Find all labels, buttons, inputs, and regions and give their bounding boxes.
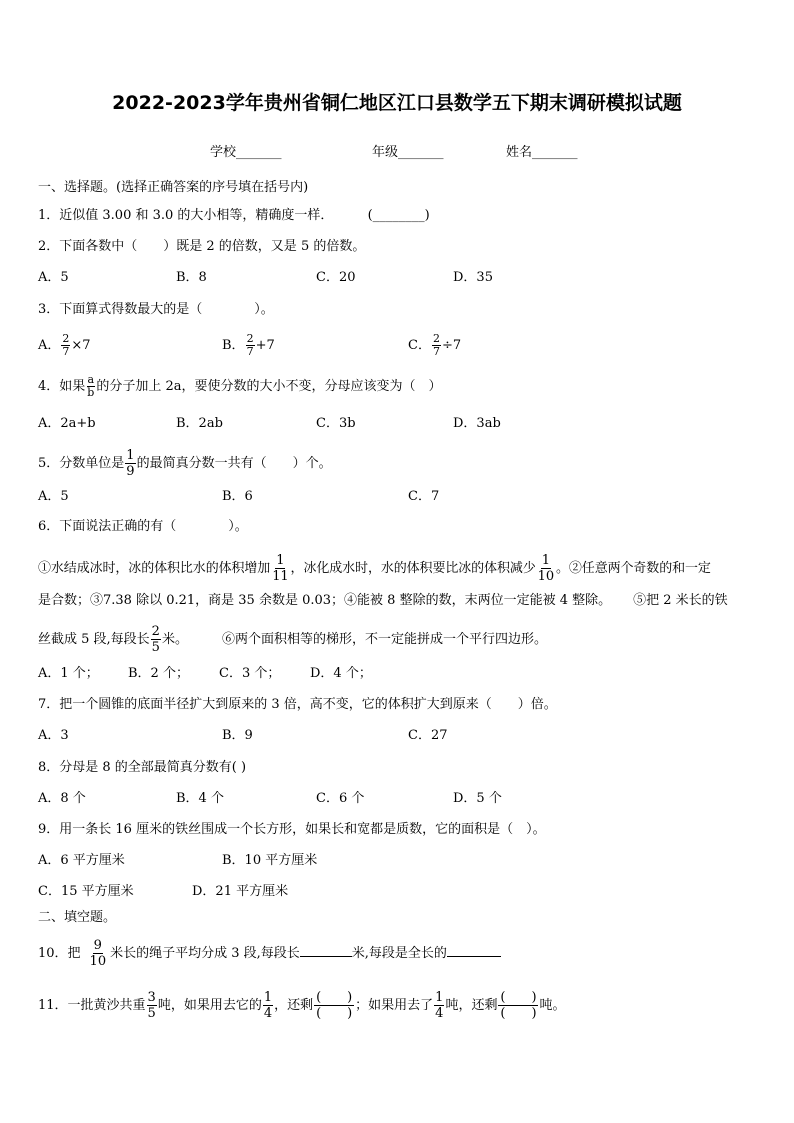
fraction — [61, 333, 70, 358]
fraction — [271, 553, 289, 584]
option — [222, 333, 275, 358]
numerator-blank[interactable]: ( ) — [316, 990, 353, 1005]
numerator: a — [87, 373, 95, 386]
option: C．20 — [316, 270, 356, 285]
answer-blank[interactable] — [447, 956, 501, 957]
question-2: 2．下面各数中（ ）既是 2 的倍数，又是 5 的倍数。 — [38, 239, 366, 254]
numerator: 2 — [62, 332, 70, 345]
question-10-pre: 10．把 — [38, 946, 81, 961]
fraction — [147, 990, 157, 1021]
answer-fraction[interactable] — [498, 990, 538, 1021]
page-title: 2022-2023学年贵州省铜仁地区江口县数学五下期末调研模拟试题 — [112, 92, 682, 114]
denominator: 11 — [272, 569, 289, 584]
numerator: 1 — [541, 553, 550, 568]
option-label: B． — [222, 338, 245, 353]
section-1-heading: 一、选择题。(选择正确答案的序号填在括号内) — [38, 180, 309, 195]
statement-2: 。②任意两个奇数的和一定 — [556, 561, 711, 576]
option: B．10 平方厘米 — [222, 853, 318, 868]
question-1-answer: (________) — [367, 208, 430, 223]
option — [38, 333, 91, 358]
numerator: 1 — [263, 990, 273, 1005]
numerator: 3 — [147, 990, 156, 1005]
fraction — [434, 990, 444, 1021]
question-6-line-1 — [38, 553, 711, 584]
numerator: 2 — [246, 332, 254, 345]
question-9: 9．用一条长 16 厘米的铁丝围成一个长方形，如果长和宽都是质数，它的面积是（ ）。 — [38, 822, 546, 837]
option: D．21 平方厘米 — [192, 884, 289, 899]
question-10 — [38, 938, 501, 969]
question-5-pre: 5．分数单位是 — [38, 456, 125, 471]
question-8: 8．分母是 8 的全部最简真分数有( ) — [38, 760, 247, 775]
option-label: A． — [38, 338, 61, 353]
option: D．5 个 — [453, 791, 502, 806]
fraction — [151, 624, 161, 655]
question-4-post: 的分子加上 2a，要使分数的大小不变，分母应该变为（ ） — [96, 379, 442, 394]
denominator: 5 — [147, 1006, 156, 1021]
denominator: 9 — [126, 464, 135, 479]
question-11-t5: 吨。 — [539, 998, 566, 1013]
option: C．27 — [408, 728, 448, 743]
option — [408, 333, 461, 358]
option: C．3 个； — [219, 666, 281, 681]
fraction — [125, 448, 135, 479]
denominator: 7 — [246, 345, 254, 358]
fraction — [86, 374, 95, 399]
question-7: 7．把一个圆锥的底面半径扩大到原来的 3 倍，高不变，它的体积扩大到原来（ ）倍。 — [38, 697, 557, 712]
denominator: 10 — [89, 954, 107, 969]
option: A．5 — [38, 489, 69, 504]
fraction — [432, 333, 441, 358]
name-field: 姓名_______ — [506, 145, 578, 160]
option: A．3 — [38, 728, 69, 743]
denominator: 4 — [435, 1006, 444, 1021]
question-5-post: 的最简真分数一共有（ ）个。 — [136, 456, 332, 471]
numerator: 9 — [93, 938, 102, 953]
option: B．8 — [176, 270, 207, 285]
option: B．4 个 — [176, 791, 224, 806]
question-4-pre: 4．如果 — [38, 379, 86, 394]
statements-3-4: 是合数；③7.38 除以 0.21，商是 35 余数是 0.03；④能被 8 整除的数，末两位一定能被 4 整除。 — [38, 593, 612, 608]
option: A．8 个 — [38, 791, 86, 806]
numerator: 2 — [151, 624, 160, 639]
question-5 — [38, 448, 332, 479]
denominator: b — [87, 386, 95, 399]
section-2-heading: 二、填空题。 — [38, 910, 117, 925]
option: B．2ab — [176, 416, 223, 431]
option-label: C． — [408, 338, 431, 353]
option: C．6 个 — [316, 791, 365, 806]
numerator: 1 — [276, 553, 285, 568]
option: D．35 — [453, 270, 493, 285]
grade-field: 年级_______ — [372, 145, 444, 160]
option: A．5 — [38, 270, 69, 285]
numerator: 1 — [435, 990, 444, 1005]
answer-blank[interactable] — [300, 956, 352, 957]
option: A．6 平方厘米 — [38, 853, 125, 868]
numerator: 2 — [432, 332, 440, 345]
statement-6: ⑥两个面积相等的梯形，不一定能拼成一个平行四边形。 — [221, 632, 547, 647]
option: A．2a+b — [38, 416, 96, 431]
question-11-t4: 吨，还剩 — [445, 998, 498, 1013]
question-10-mid2: 米,每段是全长的 — [351, 946, 447, 961]
question-11-pre: 11．一批黄沙共重 — [38, 998, 146, 1013]
option: B．6 — [222, 489, 253, 504]
option: D．4 个； — [310, 666, 372, 681]
operator: ×7 — [71, 338, 91, 353]
question-11 — [38, 990, 565, 1021]
option: D．3ab — [453, 416, 501, 431]
option: C．3b — [316, 416, 356, 431]
fraction — [89, 938, 108, 969]
question-6: 6．下面说法正确的有（ ）。 — [38, 519, 248, 534]
option: C．7 — [408, 489, 440, 504]
question-6-line-3 — [38, 624, 547, 655]
statement-5c: 米。 — [161, 632, 188, 647]
operator: +7 — [255, 338, 275, 353]
statement-5b: 丝截成 5 段,每段长 — [38, 632, 150, 647]
question-6-line-2 — [38, 591, 728, 611]
answer-fraction[interactable] — [314, 990, 354, 1021]
statement-5a: ⑤把 2 米长的铁 — [633, 593, 728, 608]
option: B．2 个； — [128, 666, 189, 681]
question-11-t1: 吨，如果用去它的 — [157, 998, 262, 1013]
numerator: 1 — [126, 448, 135, 463]
statement-1b: ，冰化成水时，水的体积要比冰的体积减少 — [290, 561, 536, 576]
fraction — [263, 990, 273, 1021]
denominator: 5 — [151, 640, 160, 655]
fraction — [246, 333, 255, 358]
numerator-blank[interactable]: ( ) — [500, 990, 537, 1005]
denominator: 7 — [432, 345, 440, 358]
option: A．1 个； — [38, 666, 99, 681]
question-11-t3: ；如果用去了 — [355, 998, 434, 1013]
fraction — [537, 553, 555, 584]
question-10-mid: 米长的绳子平均分成 3 段,每段长 — [110, 946, 300, 961]
school-field: 学校_______ — [210, 145, 282, 160]
question-11-t2: ，还剩 — [274, 998, 314, 1013]
operator: ÷7 — [441, 338, 462, 353]
question-1-text: 1．近似值 3.00 和 3.0 的大小相等，精确度一样． — [38, 208, 334, 223]
denominator: 4 — [263, 1006, 273, 1021]
option: B．9 — [222, 728, 253, 743]
question-1 — [38, 206, 430, 226]
question-3: 3．下面算式得数最大的是（ ）。 — [38, 302, 274, 317]
denominator: 10 — [537, 569, 554, 584]
statement-1a: ①水结成冰时，冰的体积比水的体积增加 — [38, 561, 271, 576]
denominator-blank[interactable]: ( ) — [500, 1006, 537, 1021]
denominator: 7 — [62, 345, 70, 358]
denominator-blank[interactable]: ( ) — [316, 1006, 353, 1021]
option: C．15 平方厘米 — [38, 884, 134, 899]
question-4 — [38, 374, 441, 399]
